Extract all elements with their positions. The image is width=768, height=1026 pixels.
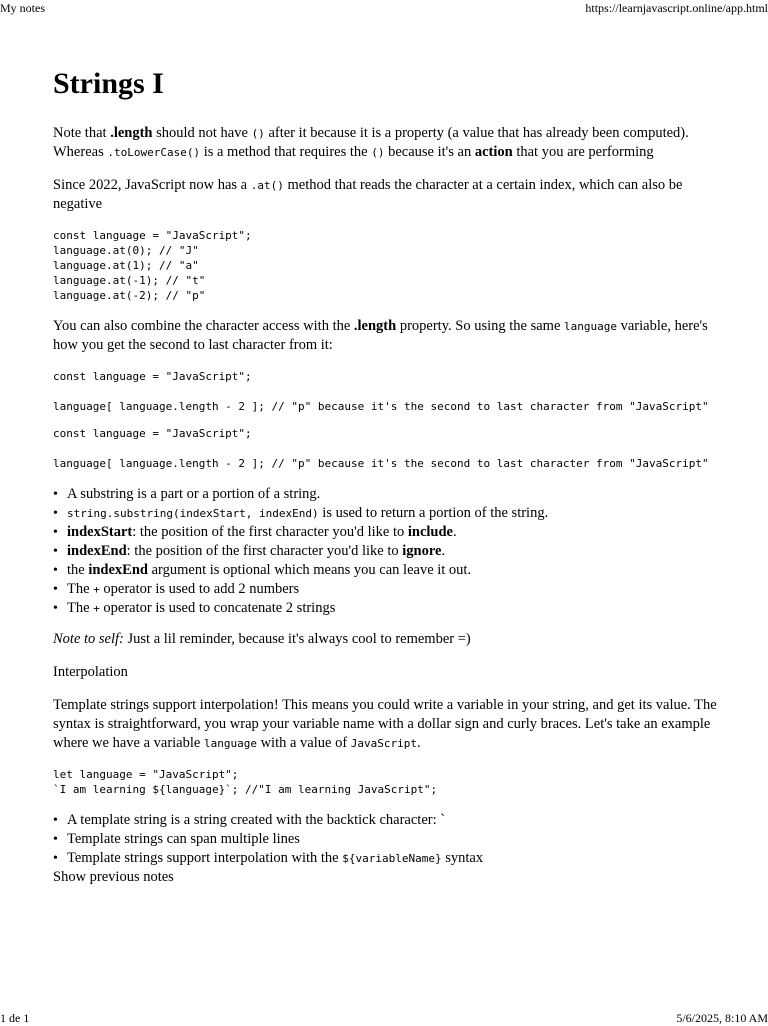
- bold-text: indexEnd: [88, 562, 148, 578]
- code-block-interpolation: let language = "JavaScript"; `I am learning ${language}`; //"I am learning JavaScript";: [53, 768, 438, 796]
- text: property. So using the same: [396, 318, 565, 334]
- text: Template strings support interpolation! This means you could write a variable in your string, and get its value. The syntax is straightforward, you wrap your variable name with a dollar sign and curly braces. Let's take an example where we have a variable: [53, 697, 717, 751]
- code-block-length-1: [53, 369, 733, 414]
- text: method that reads the character at a certain index, which can also be negative: [53, 177, 683, 212]
- inline-code: +: [93, 583, 100, 596]
- note-to-self: [53, 630, 733, 649]
- bold-text: .length: [110, 125, 153, 141]
- code-block-at: const language = "JavaScript"; language.at(0); // "J" language.at(1); // "a" language.at(-1); // "t" language.at(-2); // "p": [53, 229, 252, 302]
- page-title: Strings I: [53, 67, 164, 100]
- text: The: [67, 581, 94, 597]
- code-line: const language = "JavaScript";: [53, 370, 252, 383]
- text: Template strings support interpolation with the: [67, 850, 343, 866]
- text: is a method that requires the: [200, 144, 372, 160]
- list-item: [67, 542, 733, 561]
- section-heading-interpolation: Interpolation: [53, 664, 128, 680]
- text: the: [67, 562, 89, 578]
- bold-text: ignore: [402, 543, 442, 559]
- text: : the position of the first character you'd like to: [126, 543, 403, 559]
- template-string-list: [53, 811, 733, 868]
- inline-code: .toLowerCase(): [107, 146, 201, 159]
- text: Template strings can span multiple lines: [67, 831, 300, 847]
- inline-code: .at(): [250, 179, 284, 192]
- show-previous-notes-button[interactable]: Show previous notes: [53, 869, 174, 885]
- text: You can also combine the character access with the: [53, 318, 354, 334]
- list-item: [67, 599, 733, 618]
- text: because it's an: [384, 144, 475, 160]
- inline-code: ${variableName}: [342, 852, 442, 865]
- text: The: [67, 600, 94, 616]
- inline-code: language: [564, 320, 617, 333]
- text: operator is used to concatenate 2 strings: [99, 600, 336, 616]
- interpolation-paragraph: [53, 696, 733, 753]
- list-item: [67, 485, 733, 504]
- code-line: language[ language.length - 2 ]; // "p" because it's the second to last character from "JavaScript": [53, 457, 709, 470]
- list-item: [67, 580, 733, 599]
- bold-text: .length: [353, 318, 397, 334]
- code-line: const language = "JavaScript";: [53, 427, 252, 440]
- text: Since 2022, JavaScript now has a: [53, 177, 251, 193]
- inline-code: string.substring(indexStart, indexEnd): [67, 507, 319, 520]
- text: A substring is a part or a portion of a string.: [67, 486, 321, 502]
- text: .: [417, 735, 421, 751]
- note-label: Note to self:: [53, 631, 124, 647]
- text: variable, here's how you get the second to last character from it:: [53, 318, 708, 353]
- bold-text: action: [474, 144, 513, 160]
- text: Note that: [53, 125, 111, 141]
- list-item: [67, 811, 733, 830]
- inline-code: (): [371, 146, 385, 159]
- text: that you are performing: [512, 144, 654, 160]
- inline-code: +: [93, 602, 100, 615]
- print-header-url: https://learnjavascript.online/app.html: [585, 1, 768, 15]
- list-item: [67, 504, 733, 523]
- substring-list: [53, 485, 733, 618]
- list-item: [67, 849, 733, 868]
- text: : the position of the first character you'd like to: [132, 524, 408, 540]
- text: after it because it is a property (a value that has already been computed). Whereas: [53, 125, 689, 160]
- print-header: [0, 0, 768, 16]
- at-method-paragraph: [53, 176, 733, 214]
- bold-text: indexStart: [67, 524, 133, 540]
- text: is used to return a portion of the string.: [318, 505, 549, 521]
- text: .: [441, 543, 446, 559]
- inline-code: JavaScript: [350, 737, 418, 750]
- inline-code: language: [203, 737, 257, 750]
- text: .: [453, 524, 457, 540]
- text: syntax: [441, 850, 484, 866]
- code-line: language[ language.length - 2 ]; // "p" because it's the second to last character from "JavaScript": [53, 400, 709, 413]
- list-item: [67, 523, 733, 542]
- length-combine-paragraph: [53, 317, 733, 355]
- notes-content: [53, 64, 733, 887]
- code-block-length-2: [53, 426, 733, 471]
- list-item: [67, 561, 733, 580]
- list-item: [67, 830, 733, 849]
- print-footer-page: 1 de 1: [0, 1011, 30, 1025]
- print-footer-datetime: 5/6/2025, 8:10 AM: [676, 1011, 768, 1025]
- bold-text: include: [407, 524, 453, 540]
- text: should not have: [152, 125, 252, 141]
- text: argument is optional which means you can leave it out.: [148, 562, 472, 578]
- text: operator is used to add 2 numbers: [99, 581, 300, 597]
- inline-code: (): [251, 127, 265, 140]
- bold-text: indexEnd: [67, 543, 127, 559]
- text: with a value of: [256, 735, 351, 751]
- print-header-title: My notes: [0, 1, 45, 15]
- text: Just a lil reminder, because it's always cool to remember =): [123, 631, 471, 647]
- length-note-paragraph: [53, 124, 733, 162]
- text: A template string is a string created with the backtick character: `: [67, 812, 446, 828]
